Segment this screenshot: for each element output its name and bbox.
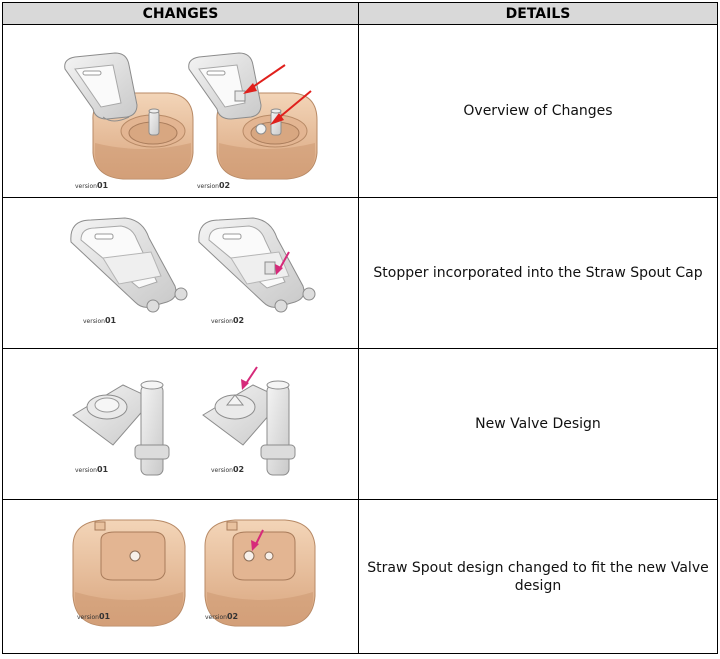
version-02-label: version02 xyxy=(205,612,239,621)
version-02-cap xyxy=(199,218,315,312)
header-changes: CHANGES xyxy=(3,3,359,25)
version-01-label: version01 xyxy=(83,316,117,325)
changes-cell-overview xyxy=(3,25,359,198)
version-01-spout xyxy=(73,520,185,626)
version-02-model xyxy=(189,53,317,179)
spout-illustration xyxy=(3,500,359,653)
header-row xyxy=(3,3,718,25)
version-01-label: version01 xyxy=(77,612,111,621)
table-row xyxy=(3,349,718,500)
version-01-label: version01 xyxy=(75,465,109,474)
version-02-label: version02 xyxy=(197,181,231,190)
changes-cell-stopper xyxy=(3,198,359,349)
changes-cell-valve xyxy=(3,349,359,500)
version-01-cap xyxy=(71,218,187,312)
detail-spout: Straw Spout design changed to fit the new Valve design xyxy=(359,500,718,654)
table-row xyxy=(3,500,718,654)
version-01-label: version01 xyxy=(75,181,109,190)
table-row xyxy=(3,198,718,349)
version-02-label: version02 xyxy=(211,316,245,325)
table-row xyxy=(3,25,718,198)
overview-illustration xyxy=(3,25,359,197)
version-01-valve xyxy=(73,381,169,475)
version-01-model xyxy=(65,53,193,179)
valve-illustration xyxy=(3,349,359,499)
changes-cell-spout xyxy=(3,500,359,654)
stopper-illustration xyxy=(3,198,359,348)
version-02-valve xyxy=(203,381,295,475)
version-02-label: version02 xyxy=(211,465,245,474)
changes-table xyxy=(2,2,718,654)
detail-stopper: Stopper incorporated into the Straw Spout Cap xyxy=(359,198,718,349)
header-details: DETAILS xyxy=(359,3,718,25)
detail-overview: Overview of Changes xyxy=(359,25,718,198)
detail-valve: New Valve Design xyxy=(359,349,718,500)
